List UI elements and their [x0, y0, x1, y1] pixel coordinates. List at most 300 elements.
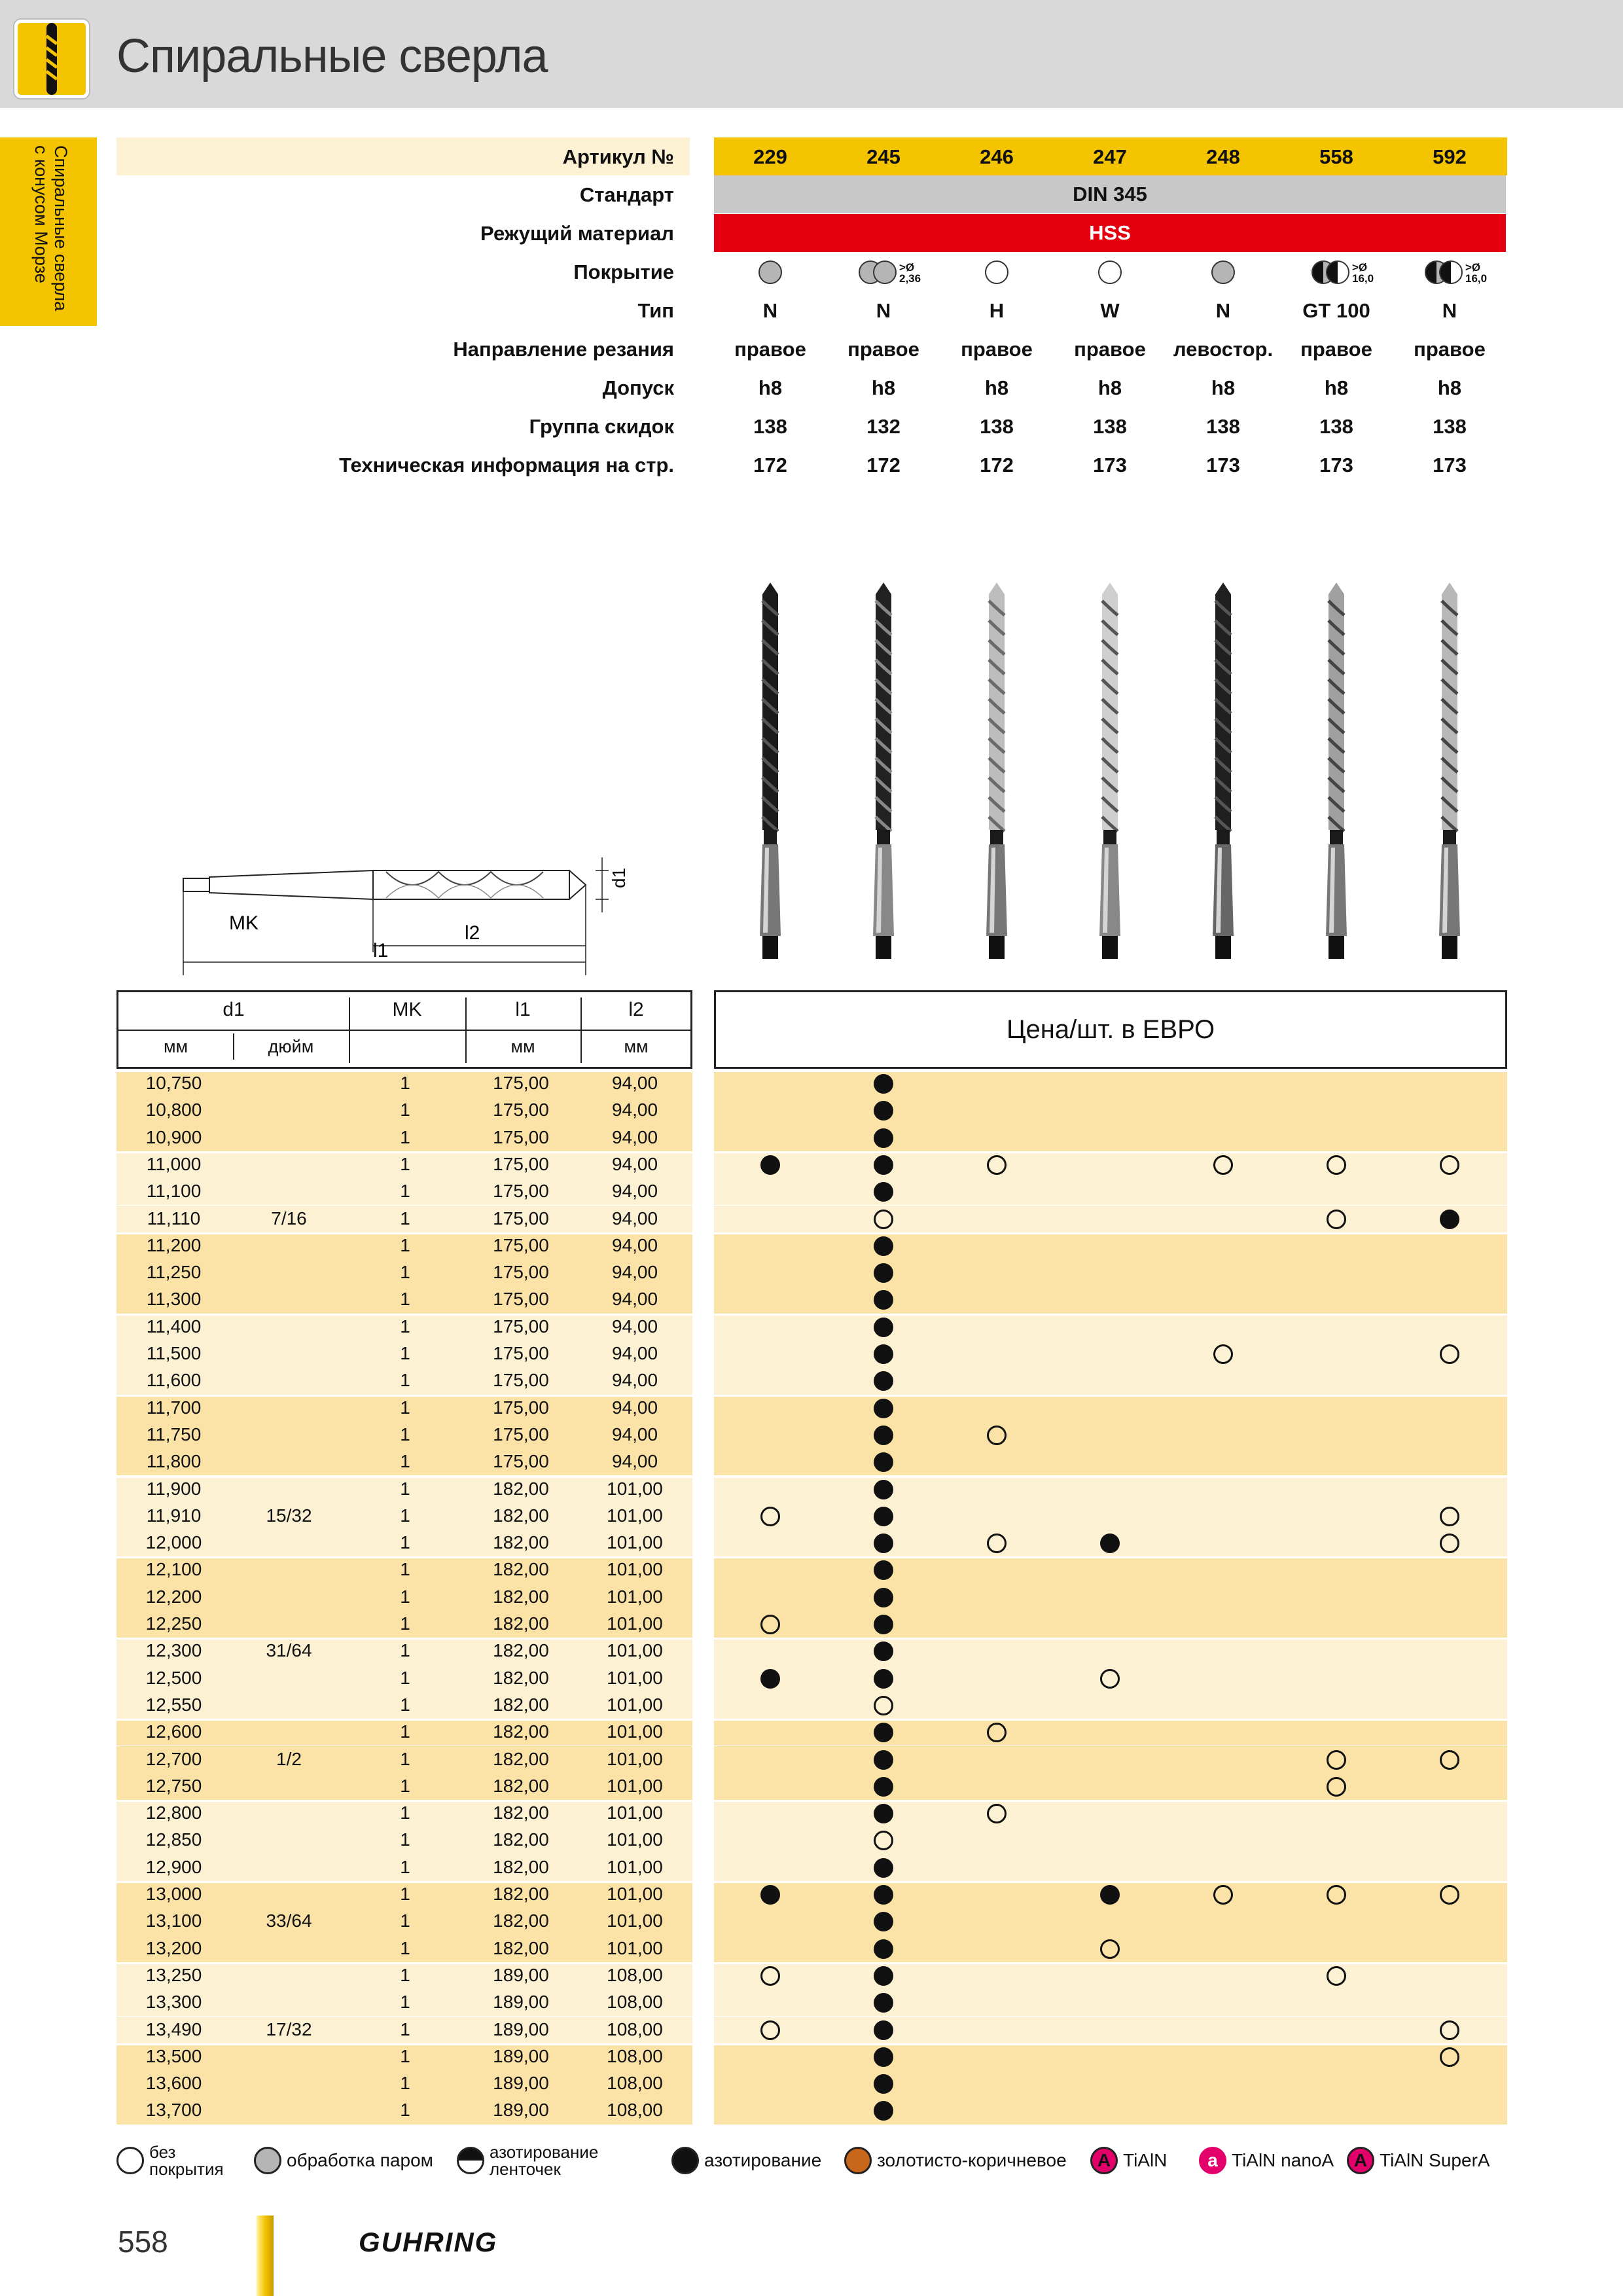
- available-filled-dot: [874, 1615, 893, 1634]
- table-row: [116, 1638, 1507, 1664]
- cell-l1: 189,00: [493, 1964, 549, 1985]
- dimensions-table-header: [116, 990, 692, 1069]
- cell-l2: 94,00: [611, 1100, 658, 1121]
- cell-d1: 12,550: [145, 1694, 202, 1715]
- legend-nitride-lands-label: азотирование ленточек: [490, 2142, 599, 2179]
- coating-icon: [1098, 260, 1122, 284]
- available-filled-dot: [874, 1263, 893, 1283]
- available-open-dot: [1327, 1210, 1346, 1229]
- table-row: [116, 1232, 1507, 1259]
- legend-supera: [1347, 2144, 1490, 2177]
- cell-l1: 175,00: [493, 1262, 549, 1283]
- diagram-l2-label: l2: [465, 922, 480, 944]
- legend-steam: [254, 2144, 433, 2177]
- row-bg: [714, 1395, 1507, 1422]
- cell-l2: 94,00: [611, 1289, 658, 1310]
- available-open-dot: [1327, 1750, 1346, 1770]
- nitride-icon: [671, 2147, 699, 2174]
- cell-mk: 1: [400, 1262, 410, 1283]
- diagram-d1-label: d1: [609, 867, 629, 888]
- available-open-dot: [1327, 1155, 1346, 1175]
- row-bg: [714, 1097, 1507, 1124]
- col-d1: d1: [223, 999, 245, 1020]
- cell-l1: 175,00: [493, 1424, 549, 1444]
- cell-l1: 182,00: [493, 1721, 549, 1742]
- table-row: [116, 1178, 1507, 1205]
- table-row: [116, 1340, 1507, 1367]
- cell-mk: 1: [400, 1667, 410, 1688]
- table-row: [116, 1908, 1507, 1935]
- table-row: [116, 1448, 1507, 1475]
- cell-l1: 182,00: [493, 1478, 549, 1499]
- cell-d1: 11,700: [146, 1397, 202, 1418]
- cell-mk: 1: [400, 1100, 410, 1121]
- spec-cell-tolerance: h8: [1437, 376, 1462, 399]
- available-filled-dot: [760, 1155, 780, 1175]
- spec-cell-type: N: [762, 299, 778, 322]
- row-bg: [714, 1773, 1507, 1800]
- cell-mk: 1: [400, 1505, 410, 1526]
- cell-l1: 182,00: [493, 1559, 549, 1580]
- spec-cell-direction: левостор.: [1173, 338, 1274, 361]
- row-bg: [714, 1503, 1507, 1530]
- coating-icon: [873, 260, 897, 284]
- cell-l1: 175,00: [493, 1397, 549, 1418]
- coating-note: >Ø 16,0: [1465, 261, 1488, 285]
- spec-row-coating: [116, 253, 1505, 291]
- available-open-dot: [1440, 1885, 1459, 1905]
- available-open-dot: [1100, 1939, 1120, 1959]
- coating-icon: [1211, 260, 1235, 284]
- spec-cell-discount: 138: [1093, 415, 1127, 438]
- spec-cell-direction: правое: [847, 338, 919, 361]
- available-filled-dot: [874, 1588, 893, 1607]
- legend-steam-label: обработка паром: [287, 2150, 433, 2170]
- cell-l2: 94,00: [611, 1316, 658, 1336]
- spec-cell-type: W: [1100, 299, 1120, 322]
- cell-mk: 1: [400, 1478, 410, 1499]
- spec-label-standard: Стандарт: [579, 183, 674, 206]
- spec-cell-article: 245: [866, 145, 901, 168]
- cell-d1: 13,250: [145, 1964, 202, 1985]
- spec-row-type: [116, 291, 1505, 329]
- cell-l1: 175,00: [493, 1289, 549, 1310]
- cell-l2: 101,00: [607, 1937, 663, 1958]
- legend-tialn-label: TiAlN: [1123, 2150, 1168, 2170]
- row-bg: [714, 2043, 1507, 2070]
- table-row: [116, 1422, 1507, 1448]
- coating-note: >Ø 2,36: [899, 261, 921, 285]
- cell-mk: 1: [400, 1073, 410, 1093]
- cell-d1: 12,850: [145, 1829, 202, 1850]
- group-divider: [116, 1556, 1507, 1558]
- cell-l1: 182,00: [493, 1586, 549, 1607]
- row-bg: [714, 2097, 1507, 2124]
- spec-label-techinfo: Техническая информация на стр.: [339, 454, 674, 476]
- cell-l2: 94,00: [611, 1208, 658, 1229]
- row-bg: [714, 1286, 1507, 1313]
- spec-row-direction: [116, 330, 1505, 368]
- cell-mk: 1: [400, 1803, 410, 1823]
- spec-cell-discount: 138: [1433, 415, 1467, 438]
- spec-cell-direction: правое: [961, 338, 1033, 361]
- side-tab-line-2: с конусом Морзе: [31, 145, 51, 283]
- cell-l2: 94,00: [611, 1153, 658, 1174]
- cell-mk: 1: [400, 1748, 410, 1769]
- cell-l1: 175,00: [493, 1451, 549, 1472]
- table-row: [116, 1476, 1507, 1503]
- cell-mk: 1: [400, 1451, 410, 1472]
- cell-l1: 189,00: [493, 1992, 549, 2013]
- cell-d1: 11,750: [146, 1424, 202, 1444]
- spec-label-material: Режущий материал: [480, 222, 674, 245]
- row-bg: [714, 1448, 1507, 1475]
- cell-d1: 11,100: [146, 1181, 202, 1202]
- cell-l2: 101,00: [607, 1884, 663, 1904]
- cell-inch: 1/2: [276, 1748, 302, 1769]
- available-filled-dot: [874, 1804, 893, 1823]
- cell-l1: 182,00: [493, 1640, 549, 1661]
- cell-l1: 175,00: [493, 1208, 549, 1229]
- cell-d1: 12,900: [145, 1856, 202, 1877]
- col-l2: l2: [628, 999, 644, 1020]
- available-filled-dot: [874, 1750, 893, 1770]
- cell-l1: 189,00: [493, 2073, 549, 2094]
- table-row: [116, 1259, 1507, 1286]
- diagram-mk-label: MK: [229, 912, 259, 934]
- cell-mk: 1: [400, 1316, 410, 1336]
- table-row: [116, 1989, 1507, 2016]
- legend-none-label: без покрытия: [149, 2142, 224, 2179]
- cell-mk: 1: [400, 1721, 410, 1742]
- table-row: [116, 1584, 1507, 1611]
- cell-inch: 7/16: [271, 1208, 307, 1229]
- spec-cell-tolerance: h8: [871, 376, 896, 399]
- available-open-dot: [760, 1966, 780, 1986]
- available-filled-dot: [874, 1966, 893, 1986]
- cell-l1: 182,00: [493, 1937, 549, 1958]
- available-filled-dot: [874, 1128, 893, 1148]
- cell-l2: 101,00: [607, 1640, 663, 1661]
- row-bg: [714, 1259, 1507, 1286]
- tialn-supera-icon: A: [1347, 2147, 1374, 2174]
- available-filled-dot: [1100, 1885, 1120, 1905]
- steam-icon: [254, 2147, 281, 2174]
- spec-cell-techinfo: 173: [1206, 454, 1240, 476]
- drill-image-248: [1204, 583, 1243, 975]
- cell-l2: 94,00: [611, 1181, 658, 1202]
- spec-cell-discount: 138: [1319, 415, 1353, 438]
- coating-note: >Ø 16,0: [1352, 261, 1374, 285]
- side-tab-line-1: Спиральные сверла: [51, 145, 71, 312]
- row-bg: [714, 1854, 1507, 1881]
- cell-d1: 12,300: [145, 1640, 202, 1661]
- table-row: [116, 1151, 1507, 1178]
- cell-mk: 1: [400, 1234, 410, 1255]
- cell-d1: 11,250: [146, 1262, 202, 1283]
- cell-l1: 175,00: [493, 1100, 549, 1121]
- row-bg: [714, 1314, 1507, 1340]
- row-bg: [714, 1556, 1507, 1583]
- cell-l2: 108,00: [607, 2045, 663, 2066]
- spec-label-coating: Покрытие: [573, 260, 674, 283]
- legend-supera-label: TiAlN SuperA: [1380, 2150, 1490, 2170]
- spec-cell-article: 248: [1206, 145, 1240, 168]
- table-row: [116, 1503, 1507, 1530]
- cell-d1: 11,110: [147, 1208, 201, 1229]
- cell-d1: 10,900: [145, 1126, 202, 1147]
- row-bg: [714, 1908, 1507, 1935]
- legend-none: [116, 2144, 241, 2177]
- available-filled-dot: [760, 1669, 780, 1689]
- spec-cell-type: GT 100: [1302, 299, 1370, 322]
- cell-l2: 101,00: [607, 1910, 663, 1931]
- cell-d1: 12,100: [145, 1559, 202, 1580]
- cell-mk: 1: [400, 2100, 410, 2121]
- row-bg: [714, 1367, 1507, 1394]
- drill-image-247: [1090, 583, 1130, 975]
- cell-l1: 182,00: [493, 1613, 549, 1634]
- drill-image-245: [864, 583, 903, 975]
- spec-cell-article: 247: [1093, 145, 1127, 168]
- spec-cell-tolerance: h8: [1211, 376, 1236, 399]
- cell-l2: 94,00: [611, 1397, 658, 1418]
- legend-nano-label: TiAlN nanoA: [1232, 2150, 1334, 2170]
- cell-d1: 13,300: [145, 1992, 202, 2013]
- available-open-dot: [1440, 1155, 1459, 1175]
- col-d1-inch: дюйм: [268, 1037, 314, 1056]
- legend: [116, 2144, 1507, 2177]
- table-row: [116, 1827, 1507, 1854]
- available-filled-dot: [874, 1452, 893, 1472]
- cell-l2: 94,00: [611, 1126, 658, 1147]
- spec-row-discount: [116, 407, 1505, 445]
- available-open-dot: [760, 1615, 780, 1634]
- legend-gold-label: золотисто-коричневое: [877, 2150, 1067, 2170]
- available-filled-dot: [1440, 1210, 1459, 1229]
- spec-cell-article: 558: [1319, 145, 1353, 168]
- spec-label-discount: Группа скидок: [529, 415, 674, 438]
- spec-cell-type: H: [989, 299, 1005, 322]
- spec-row-standard: [116, 175, 1505, 213]
- available-open-dot: [1213, 1344, 1233, 1364]
- cell-mk: 1: [400, 2073, 410, 2094]
- row-bg: [714, 1638, 1507, 1664]
- cell-l2: 94,00: [611, 1343, 658, 1363]
- cell-mk: 1: [400, 1775, 410, 1796]
- cell-d1: 12,250: [145, 1613, 202, 1634]
- row-bg: [714, 1422, 1507, 1448]
- table-row: [116, 1773, 1507, 1800]
- available-filled-dot: [874, 2074, 893, 2094]
- row-bg: [714, 1746, 1507, 1773]
- cell-inch: 31/64: [266, 1640, 312, 1661]
- cell-d1: 12,700: [145, 1748, 202, 1769]
- cell-d1: 11,600: [146, 1370, 202, 1391]
- page-title: Спиральные сверла: [116, 30, 548, 82]
- available-filled-dot: [874, 1074, 893, 1094]
- table-row: [116, 1935, 1507, 1962]
- spec-cell-techinfo: 173: [1093, 454, 1127, 476]
- available-filled-dot: [874, 1885, 893, 1905]
- cell-mk: 1: [400, 1397, 410, 1418]
- cell-l2: 94,00: [611, 1424, 658, 1444]
- cell-l1: 175,00: [493, 1153, 549, 1174]
- legend-nano: [1199, 2144, 1334, 2177]
- available-filled-dot: [874, 1534, 893, 1553]
- table-row: [116, 1556, 1507, 1583]
- col-l2-mm: мм: [624, 1037, 649, 1056]
- coating-icon: [758, 260, 782, 284]
- group-divider: [116, 1638, 1507, 1640]
- available-filled-dot: [874, 1993, 893, 2013]
- group-divider: [116, 1070, 1507, 1072]
- cell-d1: 13,600: [145, 2073, 202, 2094]
- available-filled-dot: [874, 1236, 893, 1256]
- cell-d1: 13,500: [145, 2045, 202, 2066]
- cell-d1: 13,700: [145, 2100, 202, 2121]
- diagram-l1-label: l1: [373, 940, 389, 961]
- cell-mk: 1: [400, 1343, 410, 1363]
- cell-mk: 1: [400, 1856, 410, 1877]
- cell-l2: 94,00: [611, 1073, 658, 1093]
- cell-l2: 94,00: [611, 1234, 658, 1255]
- cell-l1: 182,00: [493, 1803, 549, 1823]
- cell-inch: 33/64: [266, 1910, 312, 1931]
- drill-image-592: [1430, 583, 1469, 975]
- available-filled-dot: [874, 1858, 893, 1878]
- col-d1-mm: мм: [163, 1037, 188, 1056]
- material-value: HSS: [714, 214, 1506, 252]
- cell-mk: 1: [400, 1829, 410, 1850]
- cell-l1: 175,00: [493, 1234, 549, 1255]
- spec-cell-techinfo: 172: [753, 454, 787, 476]
- spec-cell-techinfo: 173: [1319, 454, 1353, 476]
- cell-mk: 1: [400, 1640, 410, 1661]
- cell-mk: 1: [400, 1424, 410, 1444]
- cell-l1: 175,00: [493, 1073, 549, 1093]
- spec-cell-type: N: [1215, 299, 1231, 322]
- cell-l2: 94,00: [611, 1262, 658, 1283]
- legend-nitride-lands: [457, 2144, 633, 2177]
- cell-l1: 175,00: [493, 1370, 549, 1391]
- available-filled-dot: [874, 1426, 893, 1445]
- available-open-dot: [1327, 1885, 1346, 1905]
- drill-logo-icon: [14, 20, 89, 98]
- drill-image-246: [977, 583, 1016, 975]
- cell-l2: 101,00: [607, 1721, 663, 1742]
- cell-inch: 15/32: [266, 1505, 312, 1526]
- available-open-dot: [1440, 1507, 1459, 1526]
- nitride-lands-icon: [457, 2147, 484, 2174]
- spec-cell-direction: правое: [734, 338, 806, 361]
- coating-icon: [985, 260, 1008, 284]
- brand-logo: GUHRING: [359, 2227, 498, 2257]
- spec-cell-type: N: [876, 299, 891, 322]
- row-bg: [714, 1827, 1507, 1854]
- cell-l2: 101,00: [607, 1829, 663, 1850]
- cell-l1: 182,00: [493, 1532, 549, 1553]
- spec-cell-direction: правое: [1074, 338, 1146, 361]
- row-bg: [714, 1340, 1507, 1367]
- spec-row-techinfo: [116, 446, 1505, 484]
- group-divider: [116, 1800, 1507, 1802]
- row-bg: [714, 1962, 1507, 1989]
- drill-image-558: [1317, 583, 1356, 975]
- cell-l2: 101,00: [607, 1667, 663, 1688]
- spec-row-material: [116, 214, 1505, 252]
- cell-d1: 11,000: [146, 1153, 202, 1174]
- spec-label-tolerance: Допуск: [602, 376, 674, 399]
- cell-mk: 1: [400, 1992, 410, 2013]
- row-bg: [714, 1476, 1507, 1503]
- col-mk: MK: [392, 999, 422, 1020]
- row-bg: [714, 1206, 1507, 1232]
- cell-mk: 1: [400, 1370, 410, 1391]
- cell-l2: 108,00: [607, 2018, 663, 2039]
- cell-mk: 1: [400, 1884, 410, 1904]
- available-filled-dot: [874, 1318, 893, 1337]
- cell-mk: 1: [400, 1910, 410, 1931]
- row-bg: [714, 1070, 1507, 1097]
- cell-mk: 1: [400, 1964, 410, 1985]
- legend-gold: [844, 2144, 1067, 2177]
- available-filled-dot: [874, 1182, 893, 1202]
- cell-l2: 101,00: [607, 1559, 663, 1580]
- available-open-dot: [760, 2020, 780, 2040]
- cell-mk: 1: [400, 1694, 410, 1715]
- available-open-dot: [1440, 1750, 1459, 1770]
- available-open-dot: [1440, 2020, 1459, 2040]
- cell-d1: 11,400: [146, 1316, 202, 1336]
- table-row: [116, 1611, 1507, 1638]
- row-bg: [714, 2070, 1507, 2097]
- row-bg: [714, 1584, 1507, 1611]
- table-row: [116, 1286, 1507, 1313]
- row-bg: [714, 1232, 1507, 1259]
- spec-cell-article: 229: [753, 145, 787, 168]
- cell-l2: 101,00: [607, 1505, 663, 1526]
- available-open-dot: [760, 1507, 780, 1526]
- legend-tialn: [1090, 2144, 1167, 2177]
- cell-l1: 182,00: [493, 1829, 549, 1850]
- table-row: [116, 1800, 1507, 1827]
- available-open-dot: [1100, 1669, 1120, 1689]
- cell-l2: 101,00: [607, 1748, 663, 1769]
- legend-nitride-label: азотирование: [704, 2150, 822, 2170]
- table-row: [116, 1881, 1507, 1908]
- table-row: [116, 1395, 1507, 1422]
- side-tab-label: [31, 145, 71, 311]
- cell-l2: 101,00: [607, 1775, 663, 1796]
- group-divider: [116, 2043, 1507, 2045]
- cell-l2: 101,00: [607, 1478, 663, 1499]
- cell-l2: 101,00: [607, 1613, 663, 1634]
- available-open-dot: [987, 1426, 1007, 1445]
- available-filled-dot: [1100, 1534, 1120, 1553]
- uncoated-icon: [116, 2147, 144, 2174]
- cell-mk: 1: [400, 1559, 410, 1580]
- table-row: [116, 1314, 1507, 1340]
- cell-d1: 11,200: [146, 1234, 202, 1255]
- table-row: [116, 1962, 1507, 1989]
- table-row: [116, 1124, 1507, 1151]
- cell-l1: 175,00: [493, 1126, 549, 1147]
- spec-cell-discount: 138: [753, 415, 787, 438]
- cell-l1: 182,00: [493, 1694, 549, 1715]
- cell-d1: 11,900: [146, 1478, 202, 1499]
- group-divider: [116, 1151, 1507, 1153]
